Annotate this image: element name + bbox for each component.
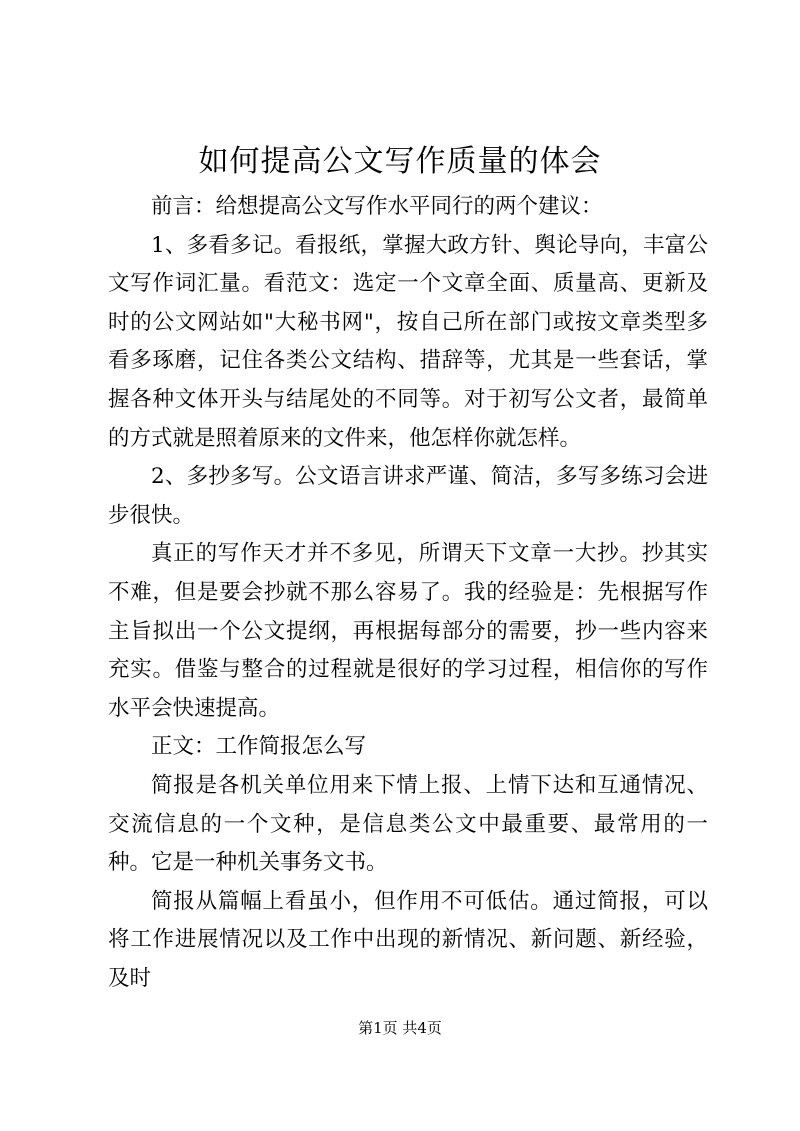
- paragraph-suggestion-2: 2、多抄多写。公文语言讲求严谨、简洁，多写多练习会进步很快。: [108, 464, 708, 528]
- document-body: [108, 188, 708, 998]
- paragraph-briefing-role: 简报从篇幅上看虽小，但作用不可低估。通过简报，可以将工作进展情况以及工作中出现的新情况、新问题、新经验，及时: [108, 888, 708, 991]
- paragraph-main-heading: 正文：工作简报怎么写: [151, 734, 367, 760]
- document-title: 如何提高公文写作质量的体会: [198, 144, 602, 179]
- paragraph-copy-writing: 真正的写作天才并不多见，所谓天下文章一大抄。抄其实不难，但是要会抄就不那么容易了。我的经验是：先根据写作主旨拟出一个公文提纲，再根据每部分的需要，抄一些内容来充实。借鉴与整合的过程就是很好的学习过程，相信你的写作水平会快速提高。: [108, 541, 708, 721]
- paragraph-preface: 前言：给想提高公文写作水平同行的两个建议：: [151, 194, 603, 219]
- paragraph-briefing-definition: 简报是各机关单位用来下情上报、上情下达和互通情况、交流信息的一个文种，是信息类公文中最重要、最常用的一种。它是一种机关事务文书。: [108, 772, 708, 876]
- paragraph-suggestion-1: 1、多看多记。看报纸，掌握大政方针、舆论导向，丰富公文写作词汇量。看范文：选定一个文章全面、质量高、更新及时的公文网站如"大秘书网"，按自己所在部门或按文章类型多看多琢磨，记住各类公文结构、措辞等，尤其是一些套话，掌握各种文体开头与结尾处的不同等。对于初写公文者，最简单的方式就是照着原来的文件来，他怎样你就怎样。: [108, 232, 708, 451]
- page-footer: 第1页 共4页: [358, 1019, 442, 1037]
